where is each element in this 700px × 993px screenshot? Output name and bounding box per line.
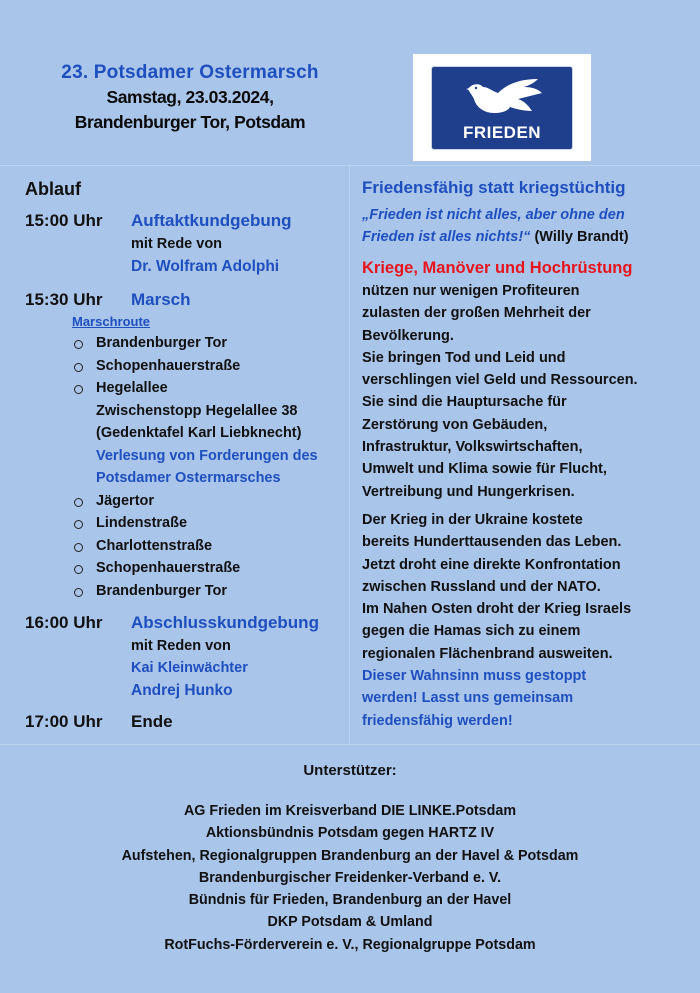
route-item: Lindenstraße — [72, 512, 345, 535]
appeal-heading: Friedensfähig statt kriegstüchtig — [362, 178, 626, 197]
event-location: Brandenburger Tor, Potsdam — [74, 112, 306, 132]
supporter-item: DKP Potsdam & Umland — [267, 914, 433, 931]
appeal-paragraph-1: nützen nur wenigen Profiteuren zulasten der großen Mehrheit der Bevölkerung. Sie bringen Tod und Leid und verschlingen viel Geld und Ressourcen. Sie sind die Hauptursache für Zerstörung von Gebäuden, Infrastruktur, Volkswirtschaften, Umwelt und Klima sowie für Flucht, Vertreibung und Hungerkrisen. — [362, 283, 638, 500]
slot-time: 17:00 Uhr — [25, 712, 103, 731]
slot-event: Abschlusskundgebung — [131, 613, 319, 632]
schedule-section — [25, 176, 345, 734]
logo-sign — [431, 66, 573, 150]
divider-middle — [349, 166, 350, 744]
route-item: Schopenhauerstraße — [72, 355, 345, 378]
quote-author: (Willy Brandt) — [530, 229, 629, 245]
appeal-call: friedensfähig werden! — [362, 712, 513, 729]
supporter-item: Aktionsbündnis Potsdam gegen HARTZ IV — [205, 825, 495, 842]
red-heading: Kriege, Manöver und Hochrüstung — [362, 259, 633, 277]
divider-top — [0, 165, 700, 166]
stop-note: Verlesung von Forderungen des — [96, 447, 318, 464]
schedule-slot-1530 — [25, 287, 345, 312]
circle-bullet-icon — [74, 363, 83, 372]
quote: „Frieden ist nicht alles, aber ohne den Frieden ist alles nichts!“ (Willy Brandt) — [362, 207, 629, 245]
supporter-item: Bündnis für Frieden, Brandenburg an der Havel — [188, 892, 512, 909]
slot-event: Auftaktkundgebung — [131, 211, 292, 230]
circle-bullet-icon — [74, 340, 83, 349]
divider-bottom — [0, 744, 700, 745]
event-title: 23. Potsdamer Ostermarsch — [61, 62, 319, 83]
circle-bullet-icon — [74, 588, 83, 597]
supporter-item: RotFuchs-Förderverein e. V., Regionalgruppe Potsdam — [164, 936, 536, 953]
route-item: Schopenhauerstraße — [72, 557, 345, 580]
route-link[interactable]: Marschroute — [72, 314, 151, 329]
frieden-logo — [413, 54, 591, 161]
slot-sub: mit Reden von — [131, 638, 231, 654]
route-item: Jägertor — [72, 490, 345, 513]
event-date: Samstag, 23.03.2024, — [106, 87, 274, 107]
header — [0, 0, 700, 165]
dove-icon — [454, 71, 554, 127]
slot-time: 15:00 Uhr — [25, 211, 103, 230]
route-item: Hegelallee Zwischenstopp Hegelallee 38 (Gedenktafel Karl Liebknecht) Verlesung von Forderungen des Potsdamer Ostermarsches — [72, 377, 345, 490]
appeal-paragraph-2: Der Krieg in der Ukraine kostete bereits Hunderttausenden das Leben. Jetzt droht eine direkte Konfrontation zwischen Russland und der NATO. Im Nahen Osten droht der Krieg Israels gegen die Hamas sich zu einem regionalen Flächenbrand ausweiten. Dieser Wahnsinn muss gestoppt werden! Lasst uns gemeinsam friedensfähig werden! — [362, 509, 692, 732]
circle-bullet-icon — [74, 385, 83, 394]
schedule-slot-1700 — [25, 709, 345, 734]
slot-event: Ende — [131, 712, 173, 731]
route-item: Brandenburger Tor — [72, 580, 345, 603]
circle-bullet-icon — [74, 498, 83, 507]
stop-line: (Gedenktafel Karl Liebknecht) — [96, 425, 302, 441]
appeal-section — [362, 176, 692, 732]
circle-bullet-icon — [74, 543, 83, 552]
title-block — [40, 60, 340, 135]
circle-bullet-icon — [74, 565, 83, 574]
slot-time: 16:00 Uhr — [25, 613, 103, 632]
supporters-section — [0, 760, 700, 956]
supporter-item: Aufstehen, Regionalgruppen Brandenburg an der Havel & Potsdam — [121, 847, 579, 864]
route-item: Brandenburger Tor — [72, 332, 345, 355]
appeal-call: werden! Lasst uns gemeinsam — [362, 690, 574, 707]
route-item: Charlottenstraße — [72, 535, 345, 558]
slot-time: 15:30 Uhr — [25, 290, 103, 309]
slot-speaker: Kai Kleinwächter — [131, 660, 248, 676]
schedule-slot-1500 — [25, 208, 345, 233]
stop-line: Zwischenstopp Hegelallee 38 — [96, 402, 298, 419]
slot-event: Marsch — [131, 290, 191, 309]
slot-speaker: Dr. Wolfram Adolphi — [131, 258, 280, 275]
appeal-call: Dieser Wahnsinn muss gestoppt — [362, 668, 587, 685]
slot-speaker: Andrej Hunko — [131, 682, 233, 699]
route-list — [72, 332, 345, 602]
supporter-item: Brandenburgischer Freidenker-Verband e. V. — [198, 869, 502, 886]
circle-bullet-icon — [74, 520, 83, 529]
schedule-slot-1600 — [25, 610, 345, 635]
supporter-item: AG Frieden im Kreisverband DIE LINKE.Potsdam — [183, 803, 517, 819]
supporters-title: Unterstützer: — [303, 762, 397, 779]
stop-note: Potsdamer Ostermarsches — [96, 470, 281, 486]
schedule-title: Ablauf — [25, 179, 81, 199]
slot-sub: mit Rede von — [131, 236, 223, 252]
logo-text: FRIEDEN — [462, 122, 542, 142]
